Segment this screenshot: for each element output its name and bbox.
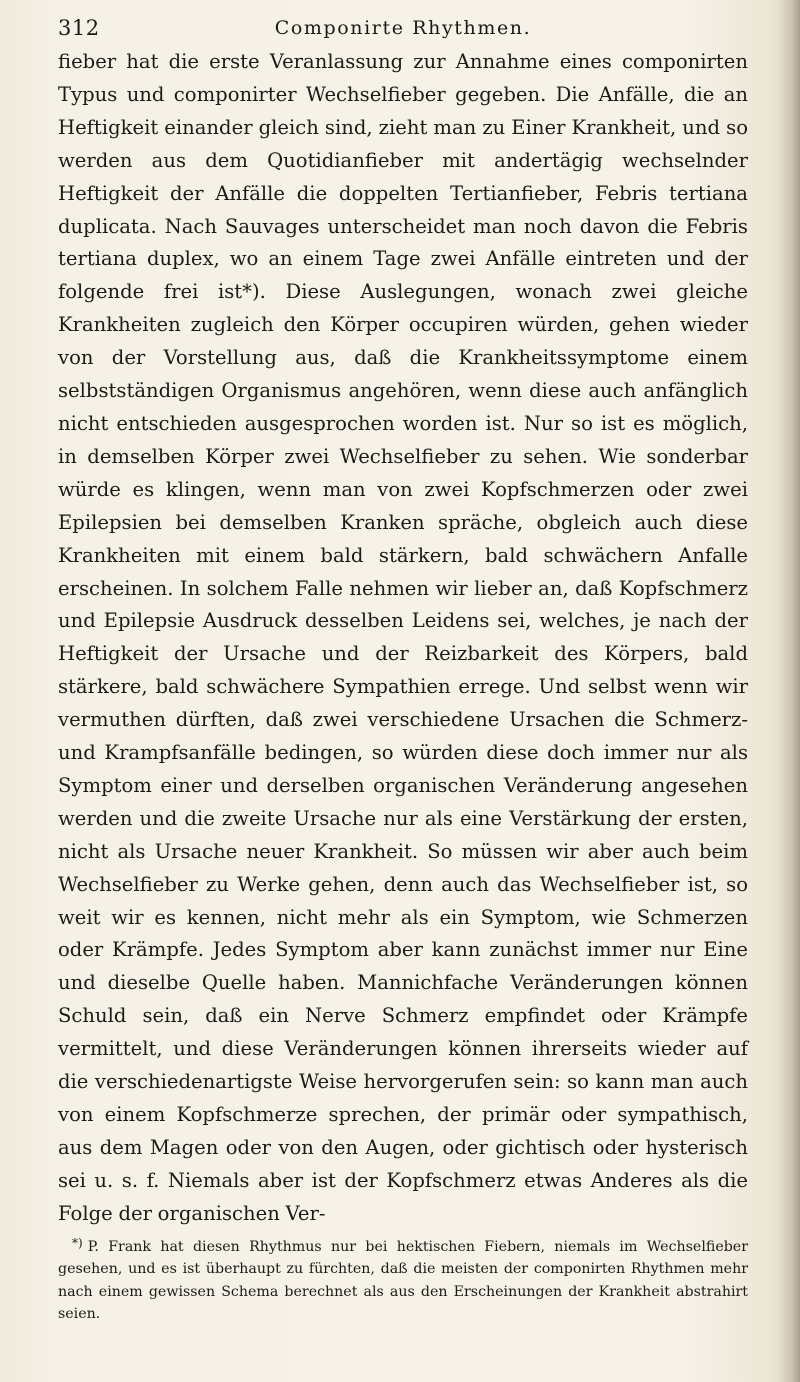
spine-shadow: [778, 0, 800, 1382]
footnote: [58, 1232, 748, 1326]
footnote-text: P. Frank hat diesen Rhythmus nur bei hektischen Fiebern, niemals im Wechselfieber gesehen, und es ist überhaupt zu fürchten, daß die meisten der componirten Rhythmen mehr nach einem gewissen Schema berechnet als aus den Erscheinungen der Krankheit abstrahirt seien.: [58, 1239, 748, 1323]
body-paragraph: fieber hat die erste Veranlassung zur Annahme eines componirten Typus und componirter Wechselfieber gegeben. Die Anfälle, die an Heftigkeit einander gleich sind, zieht man zu Einer Krankheit, und so werden aus dem Quotidianfieber mit andertägig wechselnder Heftigkeit der Anfälle die doppelten Tertianfieber, Febris tertiana duplicata. Nach Sauvages unterscheidet man noch davon die Febris tertiana duplex, wo an einem Tage zwei Anfälle eintreten und der folgende frei ist*). Diese Auslegungen, wonach zwei gleiche Krankheiten zugleich den Körper occupiren würden, gehen wieder von der Vorstellung aus, daß die Krankheitssymptome einem selbstständigen Organismus angehören, wenn diese auch anfänglich nicht entschieden ausgesprochen worden ist. Nur so ist es möglich, in demselben Körper zwei Wechselfieber zu sehen. Wie sonderbar würde es klingen, wenn man von zwei Kopfschmerzen oder zwei Epilepsien bei demselben Kranken spräche, obgleich auch diese Krankheiten mit einem bald stärkern, bald schwächern Anfalle erscheinen. In solchem Falle nehmen wir lieber an, daß Kopfschmerz und Epilepsie Ausdruck desselben Leidens sei, welches, je nach der Heftigkeit der Ursache und der Reizbarkeit des Körpers, bald stärkere, bald schwächere Sympathien errege. Und selbst wenn wir vermuthen dürften, daß zwei verschiedene Ursachen die Schmerz- und Krampfsanfälle bedingen, so würden diese doch immer nur als Symptom einer und derselben organischen Veränderung angesehen werden und die zweite Ursache nur als eine Verstärkung der ersten, nicht als Ursache neuer Krankheit. So müssen wir aber auch beim Wechselfieber zu Werke gehen, denn auch das Wechselfieber ist, so weit wir es kennen, nicht mehr als ein Symptom, wie Schmerzen oder Krämpfe. Jedes Symptom aber kann zunächst immer nur Eine und dieselbe Quelle haben. Mannichfache Veränderungen können Schuld sein, daß ein Nerve Schmerz empfindet oder Krämpfe vermittelt, und diese Veränderungen können ihrerseits wieder auf die verschiedenartigste Weise hervorgerufen sein: so kann man auch von einem Kopfschmerze sprechen, der primär oder sympathisch, aus dem Magen oder von den Augen, oder gichtisch oder hysterisch sei u. s. f. Niemals aber ist der Kopfschmerz etwas Anderes als die Folge der organischen Ver-: [58, 50, 748, 1225]
page-header: [58, 14, 748, 44]
running-head: Componirte Rhythmen.: [274, 17, 532, 39]
page-number: 312: [58, 16, 100, 40]
footnote-mark: *): [72, 1236, 83, 1250]
